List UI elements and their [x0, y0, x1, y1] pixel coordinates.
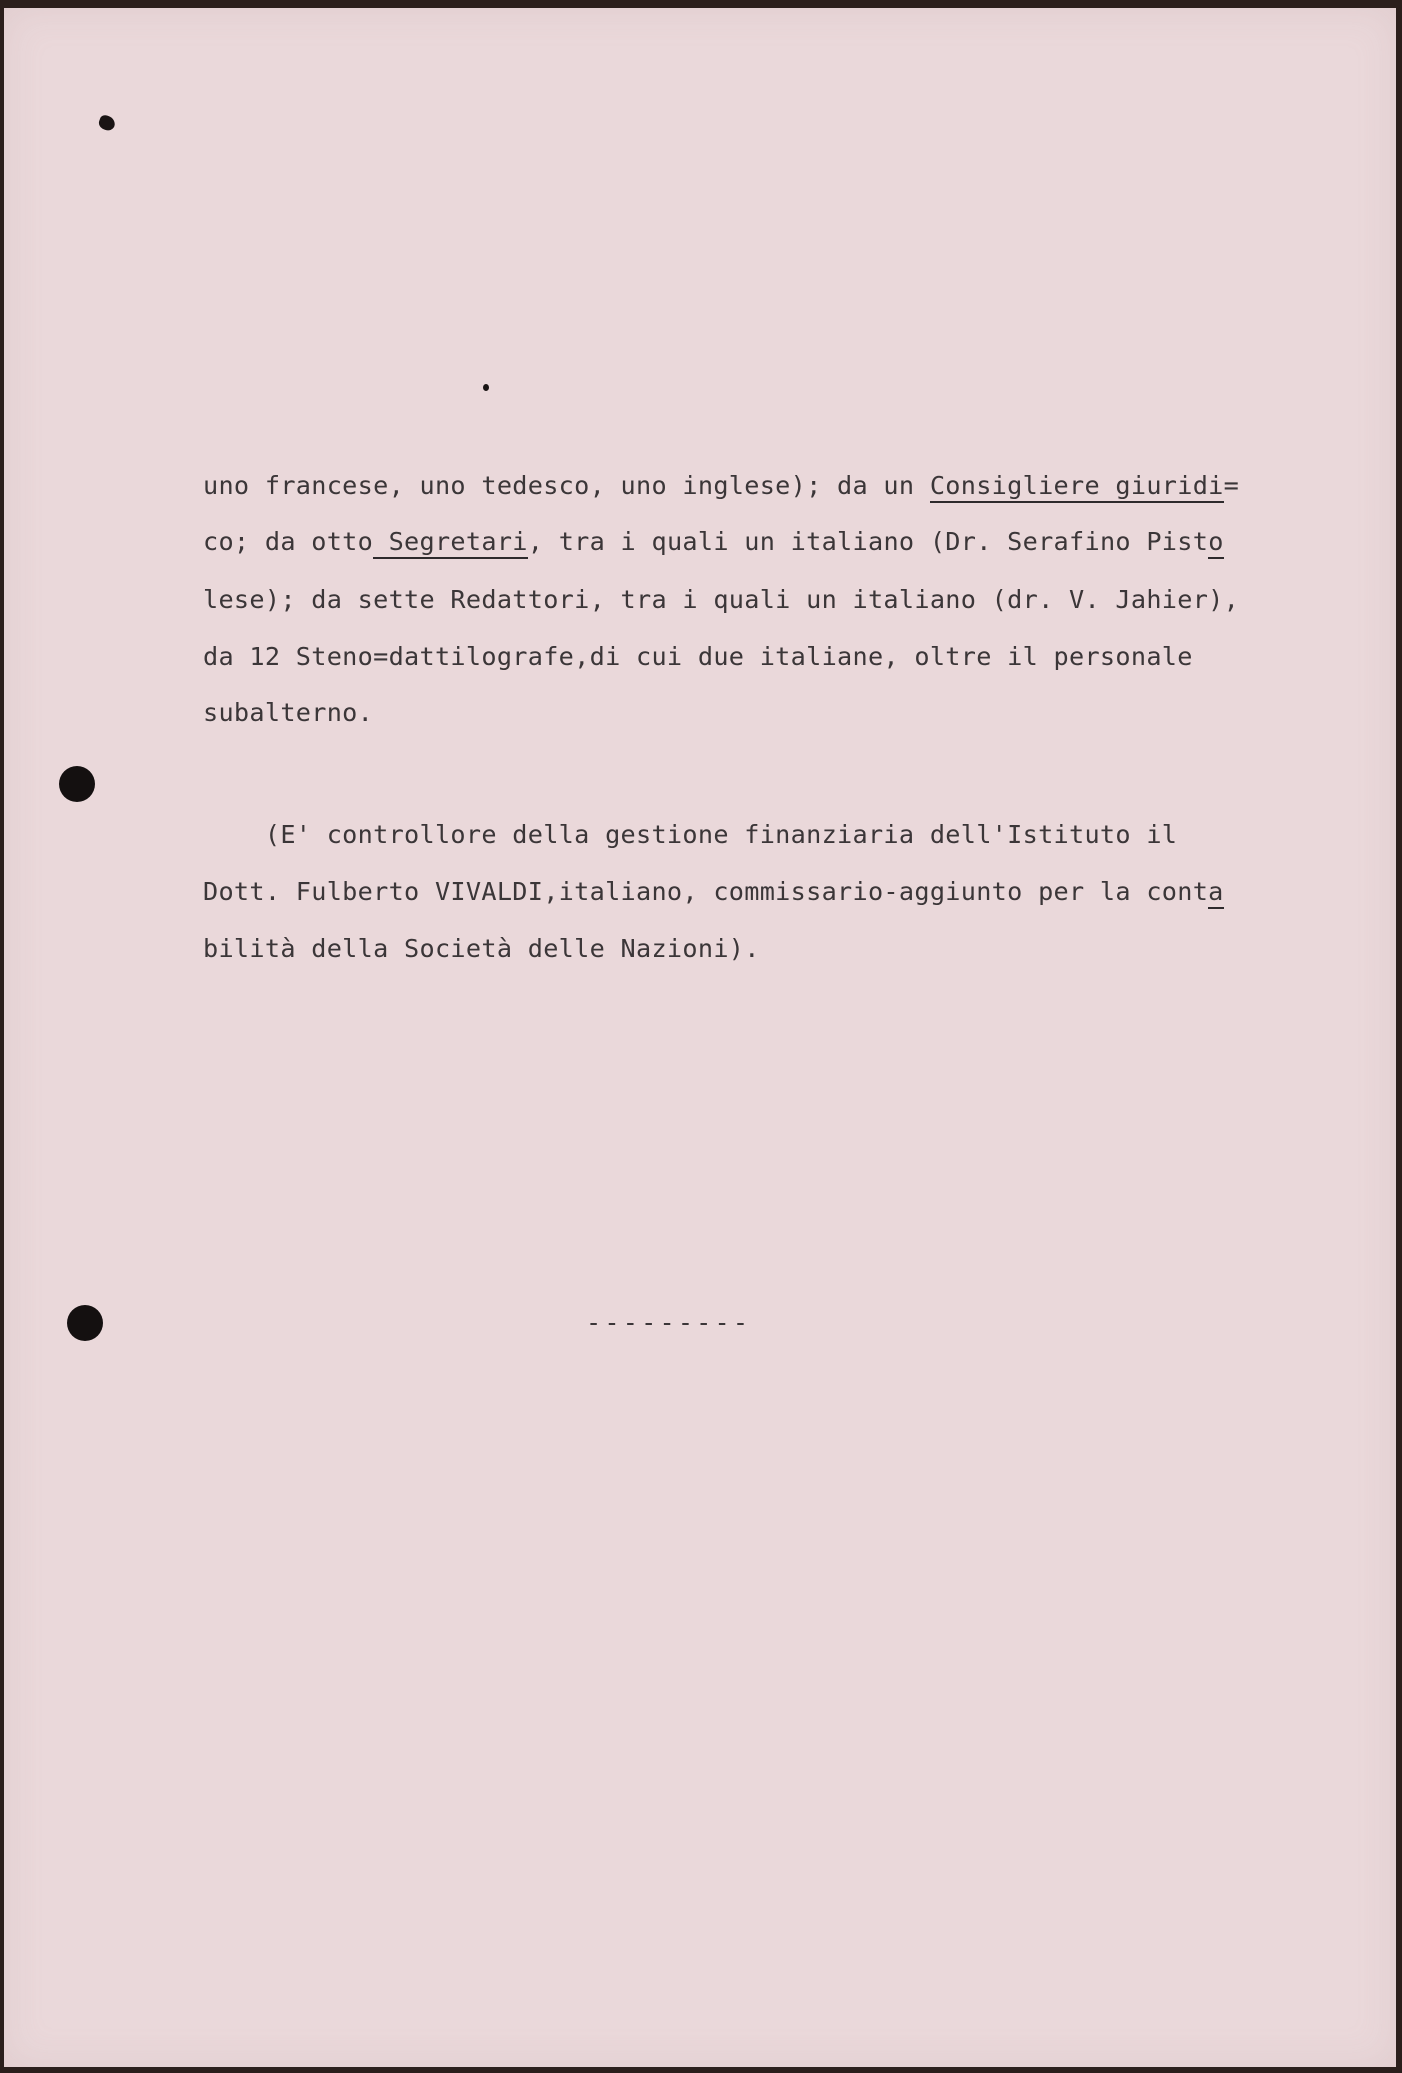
underlined-text: Segretari	[373, 527, 528, 559]
typewritten-page	[4, 8, 1396, 2067]
text-line	[203, 524, 1224, 560]
text-span: =	[1223, 471, 1240, 500]
text-line	[203, 468, 1239, 504]
dash-separator: ---------	[586, 1308, 752, 1337]
underlined-text: a	[1208, 877, 1223, 909]
ink-speck	[483, 384, 489, 391]
underlined-text: Consigliere giuridi	[930, 471, 1224, 503]
text-span: , tra i quali un italiano (Dr. Serafino Pist	[527, 527, 1209, 556]
text-line: da 12 Steno=dattilografe,di cui due italiane, oltre il personale	[203, 642, 1193, 671]
text-line: (E' controllore della gestione finanziaria dell'Istituto il	[203, 820, 1178, 849]
punch-hole	[59, 766, 95, 802]
text-line: subalterno.	[203, 698, 374, 727]
ink-speck	[97, 114, 117, 133]
text-span: Dott. Fulberto VIVALDI,italiano, commissario-aggiunto per la cont	[203, 877, 1209, 906]
text-line	[203, 874, 1224, 910]
text-line: bilità della Società delle Nazioni).	[203, 934, 760, 963]
text-line: lese); da sette Redattori, tra i quali un italiano (dr. V. Jahier),	[203, 585, 1240, 614]
text-span: co; da otto	[203, 527, 374, 556]
text-span: uno francese, uno tedesco, uno inglese); da un	[203, 471, 930, 500]
underlined-text: o	[1208, 527, 1223, 559]
punch-hole	[67, 1305, 103, 1341]
